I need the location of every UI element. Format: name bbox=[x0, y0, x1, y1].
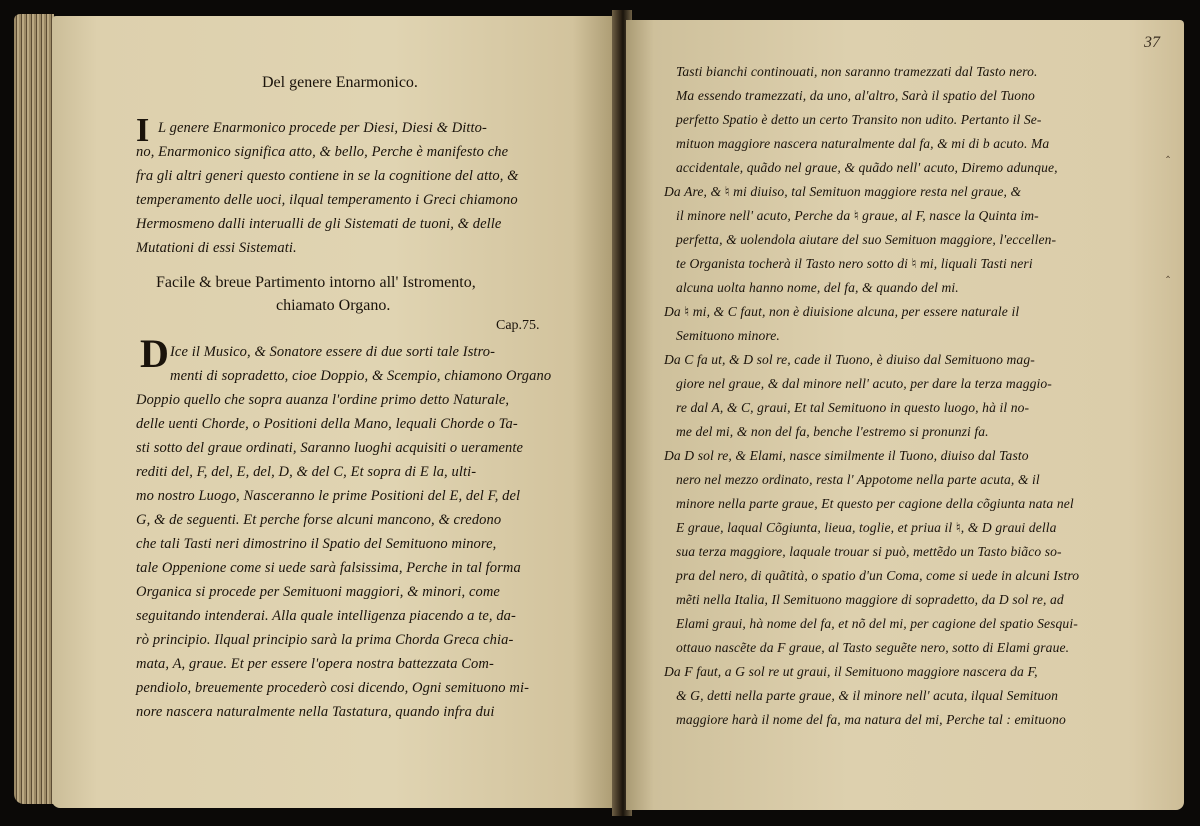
margin-mark: ‸ bbox=[1166, 264, 1171, 278]
text-line: mata, A, graue. Et per essere l'opera nostra battezzata Com- bbox=[136, 656, 494, 672]
text-line: mẽti nella Italia, Il Semituono maggiore di sopradetto, da D sol re, ad bbox=[676, 592, 1064, 607]
drop-cap: D bbox=[140, 331, 169, 376]
text-line: Ice il Musico, & Sonatore essere di due sorti tale Istro- bbox=[170, 344, 496, 360]
text-line: mo nostro Luogo, Nasceranno le prime Positioni del E, del F, del bbox=[136, 488, 521, 504]
text-line: pendiolo, breuemente procederò cosi dicendo, Ogni semituono mi- bbox=[136, 680, 530, 696]
text-line: re dal A, & C, graui, Et tal Semituono in questo luogo, hà il no- bbox=[676, 400, 1030, 415]
text-line: rediti del, F, del, E, del, D, & del C, Et sopra di E la, ulti- bbox=[136, 464, 477, 480]
text-line: temperamento delle uoci, ilqual temperamento i Greci chiamono bbox=[136, 192, 518, 208]
margin-mark: ‸ bbox=[1166, 144, 1171, 158]
text-line: alcuna uolta hanno nome, del fa, & quando del mi. bbox=[676, 280, 959, 295]
text-line: Doppio quello che sopra auanza l'ordine primo detto Naturale, bbox=[136, 392, 510, 408]
text-line: E graue, laqual Cõgiunta, lieua, toglie, et priua il ♮, & D graui della bbox=[676, 520, 1057, 535]
text-line: accidentale, quãdo nel graue, & quãdo nell' acuto, Diremo adunque, bbox=[676, 160, 1058, 175]
text-line: Ma essendo tramezzati, da uno, al'altro, Sarà il spatio del Tuono bbox=[676, 88, 1035, 103]
text-line: sti sotto del graue ordinati, Saranno luoghi acquisiti o ueramente bbox=[136, 440, 524, 456]
text-line: nore nascera naturalmente nella Tastatura, quando infra dui bbox=[136, 704, 495, 720]
text-line: perfetta, & uolendola aiutare del suo Semituon maggiore, l'eccellen- bbox=[676, 232, 1057, 247]
text-line: ottauo nascẽte da F graue, al Tasto seguẽte nero, sotto di Elami graue. bbox=[676, 640, 1070, 655]
text-line: minore nella parte graue, Et questo per cagione della cõgiunta nata nel bbox=[676, 496, 1074, 511]
text-line: Da ♮ mi, & C faut, non è diuisione alcuna, per essere naturale il bbox=[664, 304, 1020, 319]
text-line: maggiore harà il nome del fa, ma natura del mi, Perche tal : emituono bbox=[676, 712, 1066, 727]
text-line: & G, detti nella parte graue, & il minore nell' acuta, ilqual Semituon bbox=[676, 688, 1059, 703]
text-line: Tasti bianchi continouati, non saranno tramezzati dal Tasto nero. bbox=[676, 64, 1038, 79]
text-line: mituon maggiore nascera naturalmente dal fa, & mi di b acuto. Ma bbox=[676, 136, 1050, 151]
text-line: il minore nell' acuto, Perche da ♮ graue, al F, nasce la Quinta im- bbox=[676, 208, 1039, 223]
text-line: Hermosmeno dalli interualli de gli Sistemati de tuoni, & delle bbox=[136, 216, 502, 232]
text-line: Mutationi di essi Sistemati. bbox=[136, 240, 297, 256]
text-line: nero nel mezzo ordinato, resta l' Appotome nella parte acuta, & il bbox=[676, 472, 1040, 487]
text-line: fra gli altri generi questo contiene in se la cognitione del atto, & bbox=[136, 168, 519, 184]
text-line: me del mi, & non del fa, benche l'estremo si pronunzi fa. bbox=[676, 424, 989, 439]
text-line: pra del nero, di quãtità, o spatio d'un Coma, come si uede in alcuni Istro bbox=[676, 568, 1080, 583]
text-line: Da C fa ut, & D sol re, cade il Tuono, è diuiso dal Semituono mag- bbox=[664, 352, 1035, 367]
text-line: rò principio. Ilqual principio sarà la prima Chorda Greca chia- bbox=[136, 632, 514, 648]
right-page bbox=[626, 20, 1184, 810]
text-line: perfetto Spatio è detto un certo Transito non udito. Pertanto il Se- bbox=[676, 112, 1042, 127]
text-line: tale Oppenione come si uede sarà falsissima, Perche in tal forma bbox=[136, 560, 521, 576]
text-line: Semituono minore. bbox=[676, 328, 780, 343]
drop-cap: I bbox=[136, 112, 150, 149]
text-line: L genere Enarmonico procede per Diesi, Diesi & Ditto- bbox=[158, 120, 487, 136]
section-heading-organo: chiamato Organo. bbox=[276, 297, 391, 314]
left-page bbox=[52, 16, 618, 808]
text-line: Da D sol re, & Elami, nasce similmente il Tuono, diuiso dal Tasto bbox=[664, 448, 1029, 463]
text-line: Da F faut, a G sol re ut graui, il Semituono maggiore nascera da F, bbox=[664, 664, 1038, 679]
section-heading-partimento: Facile & breue Partimento intorno all' Istromento, bbox=[156, 274, 476, 291]
text-line: delle uenti Chorde, o Positioni della Mano, lequali Chorde o Ta- bbox=[136, 416, 518, 432]
text-line: G, & de seguenti. Et perche forse alcuni mancono, & credono bbox=[136, 512, 502, 528]
text-line: giore nel graue, & dal minore nell' acuto, per dare la terza maggio- bbox=[676, 376, 1052, 391]
text-line: Organica si procede per Semituoni maggiori, & minori, come bbox=[136, 584, 500, 600]
text-line: no, Enarmonico significa atto, & bello, Perche è manifesto che bbox=[136, 144, 509, 160]
text-line: sua terza maggiore, laquale trouar si può, mettẽdo un Tasto biãco so- bbox=[676, 544, 1062, 559]
section-heading-enarmonico: Del genere Enarmonico. bbox=[262, 74, 418, 91]
text-line: seguitando intenderai. Alla quale intelligenza piacendo a te, da- bbox=[136, 608, 516, 624]
chapter-number: Cap.75. bbox=[496, 318, 540, 333]
page-edges bbox=[14, 14, 54, 804]
text-line: Da Are, & ♮ mi diuiso, tal Semituon maggiore resta nel graue, & bbox=[664, 184, 1022, 199]
page-number: 37 bbox=[1144, 34, 1160, 51]
text-line: te Organista tocherà il Tasto nero sotto di ♮ mi, liquali Tasti neri bbox=[676, 256, 1033, 271]
text-line: menti di sopradetto, cioe Doppio, & Scempio, chiamono Organo bbox=[170, 368, 552, 384]
text-line: che tali Tasti neri dimostrino il Spatio del Semituono minore, bbox=[136, 536, 497, 552]
text-line: Elami graui, hà nome del fa, et nõ del mi, per cagione del spatio Sesqui- bbox=[676, 616, 1078, 631]
